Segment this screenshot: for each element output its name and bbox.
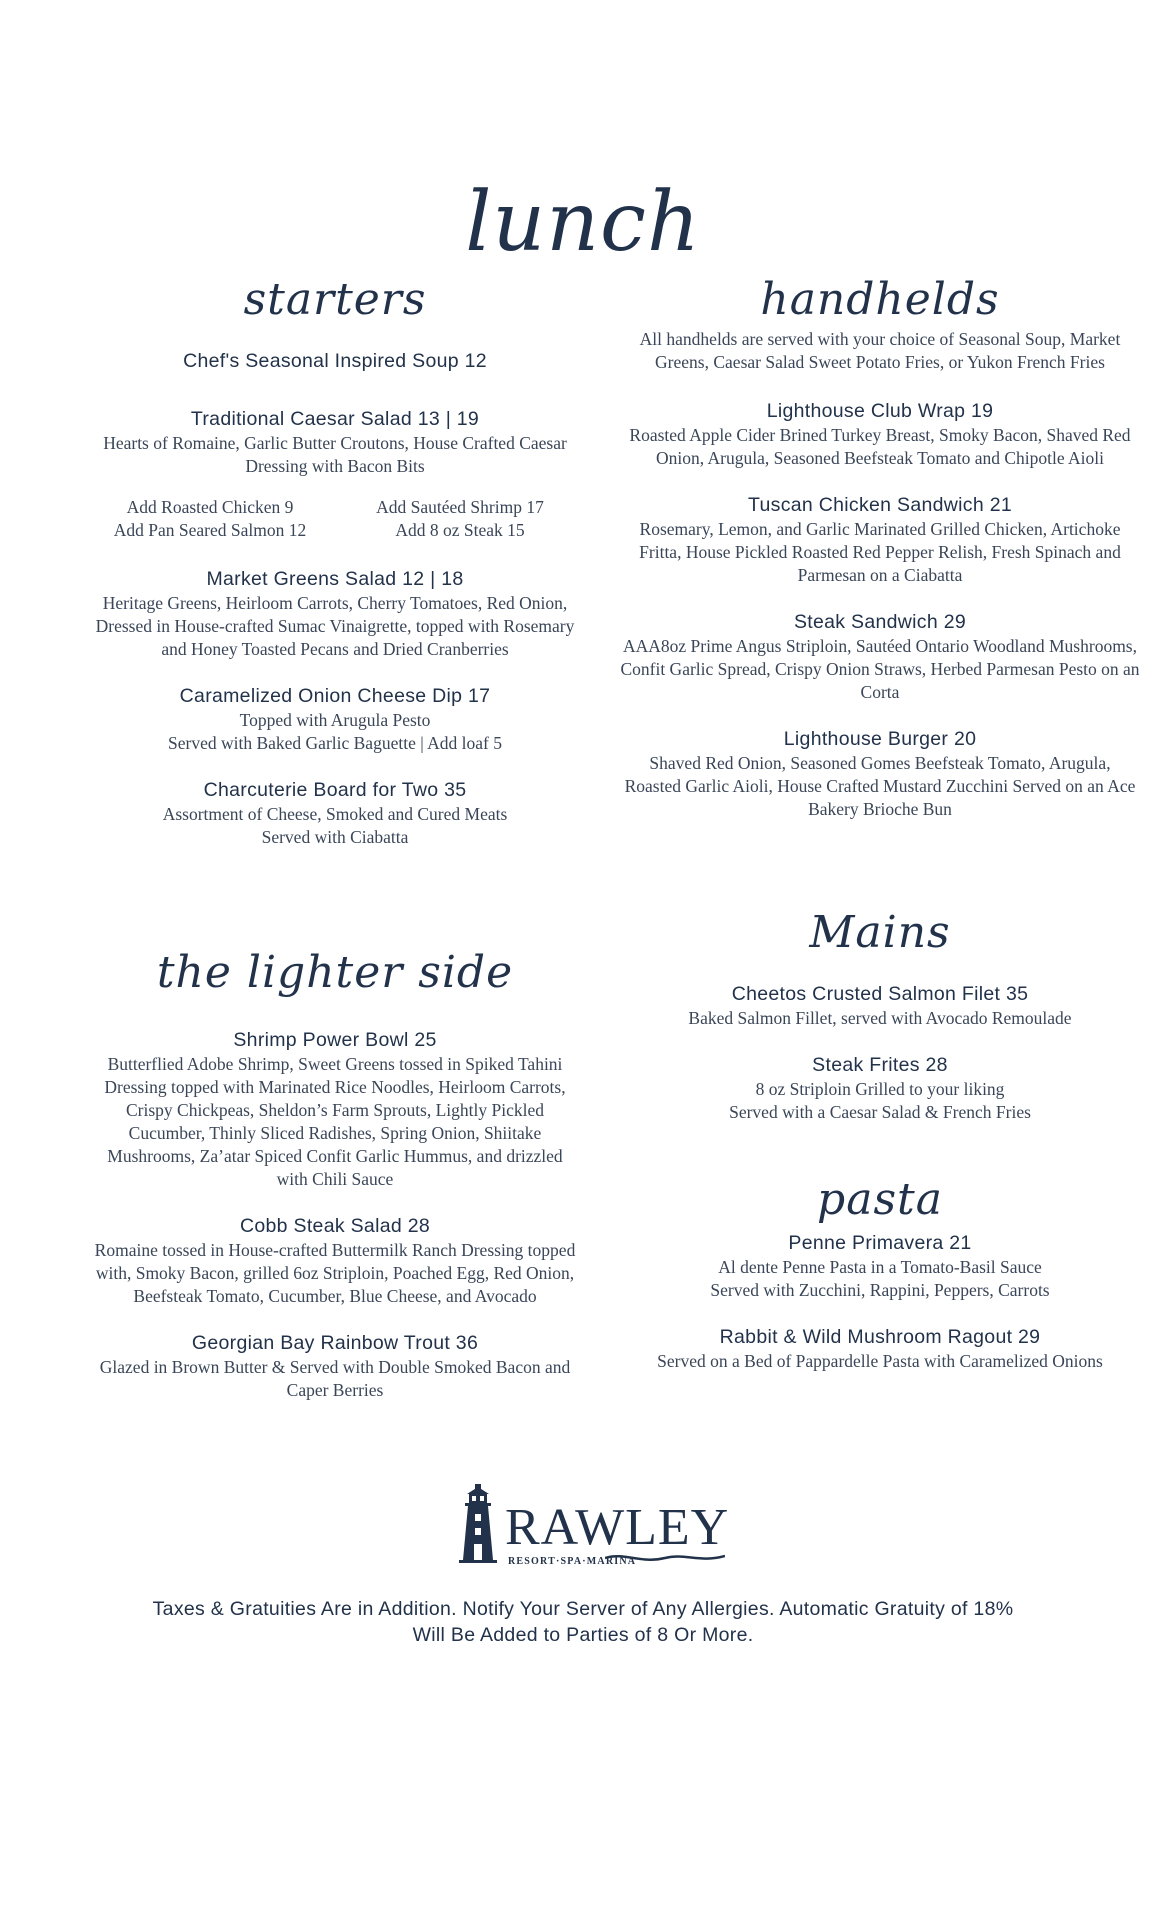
item-description: Butterflied Adobe Shrimp, Sweet Greens tossed in Spiked Tahini Dressing topped with Marinated Rice Noodles, Heirloom Carrots, Crispy Chickpeas, Sheldon’s Farm Sprouts, Lightly Pickled Cucumber, Thinly Sliced Radishes, Spring Onion, Shiitake Mushrooms, Za’atar Spiced Confit Garlic Hummus, and drizzled with Chili Sauce — [104, 1054, 566, 1189]
item-name: Cobb Steak Salad 28 — [240, 1215, 430, 1237]
handhelds-section — [620, 272, 1140, 843]
menu-item — [620, 398, 1140, 470]
starters-heading: starters — [243, 274, 427, 325]
addon-item: Add Sautéed Shrimp 17 — [376, 497, 544, 517]
item-name: Caramelized Onion Cheese Dip 17 — [179, 685, 491, 707]
item-name: Lighthouse Burger 20 — [783, 728, 977, 750]
item-description: Topped with Arugula Pesto — [239, 710, 431, 730]
item-name: Traditional Caesar Salad 13 | 19 — [190, 408, 480, 430]
page-title: lunch — [465, 175, 701, 270]
item-name: Charcuterie Board for Two 35 — [203, 779, 467, 801]
addons-list — [90, 496, 580, 542]
mains-heading: Mains — [809, 907, 951, 958]
item-description: Rosemary, Lemon, and Garlic Marinated Grilled Chicken, Artichoke Fritta, House Pickled Roasted Red Pepper Relish, Fresh Spinach and Parmesan on a Ciabatta — [639, 519, 1121, 585]
item-name: Lighthouse Club Wrap 19 — [766, 400, 994, 422]
item-description: AAA8oz Prime Angus Striploin, Sautéed Ontario Woodland Mushrooms, Confit Garlic Spread, Crispy Onion Straws, Herbed Parmesan Pesto on an Corta — [620, 636, 1140, 702]
item-description: Roasted Apple Cider Brined Turkey Breast, Smoky Bacon, Shaved Red Onion, Arugula, Seasoned Beefsteak Tomato and Chipotle Aioli — [629, 425, 1131, 468]
logo-wordmark: RAWLEY — [505, 1499, 730, 1556]
item-description: Served with Ciabatta — [261, 827, 409, 847]
handhelds-intro: All handhelds are served with your choice of Seasonal Soup, Market Greens, Caesar Salad Sweet Potato Fries, or Yukon French Fries — [639, 329, 1121, 372]
lighter-side-heading: the lighter side — [156, 947, 514, 998]
item-name: Penne Primavera 21 — [788, 1232, 972, 1254]
item-description: Hearts of Romaine, Garlic Butter Croutons, House Crafted Caesar Dressing with Bacon Bits — [103, 433, 567, 476]
menu-item — [620, 1324, 1140, 1373]
menu-item — [90, 1027, 580, 1191]
footer-line: Taxes & Gratuities Are in Addition. Notify Your Server of Any Allergies. Automatic Gratuity of 18% — [152, 1598, 1014, 1620]
item-name: Rabbit & Wild Mushroom Ragout 29 — [719, 1326, 1041, 1348]
menu-item — [620, 1052, 1140, 1124]
item-description: Served with Baked Garlic Baguette | Add loaf 5 — [168, 733, 502, 753]
item-name: Tuscan Chicken Sandwich 21 — [748, 494, 1012, 516]
pasta-heading: pasta — [817, 1174, 943, 1225]
pasta-section — [620, 1172, 1140, 1395]
item-description: Heritage Greens, Heirloom Carrots, Cherry Tomatoes, Red Onion, Dressed in House-crafted Sumac Vinaigrette, topped with Rosemary and Honey Toasted Pecans and Dried Cranberries — [95, 593, 575, 659]
item-name: Steak Frites 28 — [812, 1054, 948, 1076]
item-name: Steak Sandwich 29 — [793, 611, 967, 633]
item-name: Market Greens Salad 12 | 18 — [206, 568, 464, 590]
menu-item — [90, 566, 580, 661]
item-description: 8 oz Striploin Grilled to your liking — [755, 1079, 1005, 1099]
menu-item — [90, 1213, 580, 1308]
item-description: Served with Zucchini, Rappini, Peppers, Carrots — [710, 1280, 1050, 1300]
wave-icon — [605, 1550, 725, 1566]
item-description: Al dente Penne Pasta in a Tomato-Basil Sauce — [718, 1257, 1042, 1277]
item-name: Cheetos Crusted Salmon Filet 35 — [731, 983, 1029, 1005]
footer-line: Will Be Added to Parties of 8 Or More. — [412, 1624, 754, 1646]
item-description: Shaved Red Onion, Seasoned Gomes Beefsteak Tomato, Arugula, Roasted Garlic Aioli, House Crafted Mustard Zucchini Served on an Ace Bakery Brioche Bun — [624, 753, 1136, 819]
item-name: Georgian Bay Rainbow Trout 36 — [191, 1332, 479, 1354]
menu-item — [620, 492, 1140, 587]
menu-item — [620, 1230, 1140, 1302]
item-description: Assortment of Cheese, Smoked and Cured Meats — [162, 804, 508, 824]
menu-item — [90, 348, 580, 374]
logo-tagline: RESORT·SPA·MARINA — [508, 1556, 637, 1567]
handhelds-heading: handhelds — [760, 274, 1000, 325]
item-description: Served on a Bed of Pappardelle Pasta with Caramelized Onions — [657, 1351, 1103, 1371]
menu-item — [90, 683, 580, 755]
menu-item — [620, 609, 1140, 704]
rawley-logo — [455, 1484, 730, 1574]
lighthouse-icon — [455, 1484, 501, 1564]
starters-section — [90, 272, 580, 871]
lighter-side-section — [90, 945, 580, 1424]
addon-item: Add Pan Seared Salmon 12 — [113, 520, 307, 540]
item-description: Served with a Caesar Salad & French Fries — [729, 1102, 1031, 1122]
footer-notice — [100, 1596, 1066, 1648]
item-description: Glazed in Brown Butter & Served with Double Smoked Bacon and Caper Berries — [99, 1357, 571, 1400]
item-description: Baked Salmon Fillet, served with Avocado Remoulade — [688, 1008, 1072, 1028]
menu-item — [90, 1330, 580, 1402]
item-name: Shrimp Power Bowl 25 — [233, 1029, 437, 1051]
item-name: Chef's Seasonal Inspired Soup 12 — [183, 350, 487, 372]
menu-item — [620, 981, 1140, 1030]
addon-item: Add Roasted Chicken 9 — [126, 497, 294, 517]
menu-item — [90, 406, 580, 478]
menu-item — [90, 777, 580, 849]
mains-section — [620, 905, 1140, 1146]
addon-item: Add 8 oz Steak 15 — [395, 520, 525, 540]
item-description: Romaine tossed in House-crafted Buttermilk Ranch Dressing topped with, Smoky Bacon, grilled 6oz Striploin, Poached Egg, Red Onion, Beefsteak Tomato, Cucumber, Blue Cheese, and Avocado — [94, 1240, 576, 1306]
menu-item — [620, 726, 1140, 821]
